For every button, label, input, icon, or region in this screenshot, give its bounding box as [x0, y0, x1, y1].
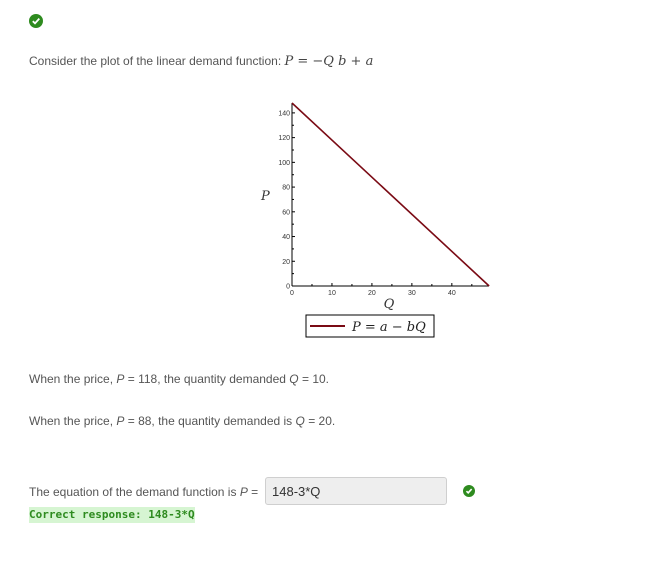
info-line-1 — [29, 372, 329, 386]
answer-input[interactable] — [265, 477, 447, 505]
x-tick-label: 20 — [368, 290, 376, 297]
info-2-p-var: P — [116, 414, 125, 428]
answer-label-var: P — [239, 485, 248, 499]
x-axis-label: Q — [383, 297, 395, 312]
x-tick-label: 10 — [328, 290, 336, 297]
series-group — [292, 103, 489, 286]
info-1-p-var: P — [116, 372, 125, 386]
info-1-text: When the price, — [29, 372, 117, 386]
y-tick-label: 120 — [278, 135, 290, 143]
answer-label — [29, 485, 258, 499]
answer-correct-icon — [463, 485, 475, 497]
answer-label-text: The equation of the demand function is — [29, 485, 240, 499]
info-2-text: When the price, — [29, 414, 117, 428]
y-tick-label: 140 — [278, 110, 290, 118]
correct-check-icon — [29, 14, 43, 28]
y-tick-label: 80 — [282, 184, 290, 192]
x-tick-label: 0 — [290, 290, 294, 297]
info-1-q-value: = 10. — [298, 372, 329, 386]
info-2-q-value: = 20. — [304, 414, 336, 428]
info-2-p-value: = 88, the quantity demanded is — [124, 414, 296, 428]
info-2-q-var: Q — [295, 414, 305, 428]
intro-equation: P = −Q b + a — [284, 54, 374, 69]
demand-line — [292, 103, 489, 286]
info-line-2 — [29, 414, 335, 428]
question-intro — [29, 54, 373, 69]
intro-text: Consider the plot of the linear demand function: — [29, 54, 285, 68]
correct-response-feedback: Correct response: 148-3*Q — [29, 508, 195, 521]
x-tick-label: 40 — [447, 290, 456, 297]
x-tick-label: 30 — [407, 290, 416, 297]
y-tick-label: 60 — [282, 209, 290, 217]
x-tick-group — [290, 283, 472, 297]
y-tick-label: 40 — [282, 234, 290, 242]
y-tick-label: 0 — [286, 283, 290, 291]
demand-plot — [250, 98, 456, 340]
y-axis-label: P — [261, 189, 270, 204]
legend-label: P = a − bQ — [352, 320, 426, 335]
legend — [306, 315, 434, 337]
y-tick-label: 20 — [282, 258, 290, 266]
answer-label-eq: = — [247, 485, 259, 499]
y-tick-label: 100 — [278, 159, 290, 167]
info-1-q-var: Q — [289, 372, 299, 386]
info-1-p-value: = 118, the quantity demanded — [124, 372, 290, 386]
